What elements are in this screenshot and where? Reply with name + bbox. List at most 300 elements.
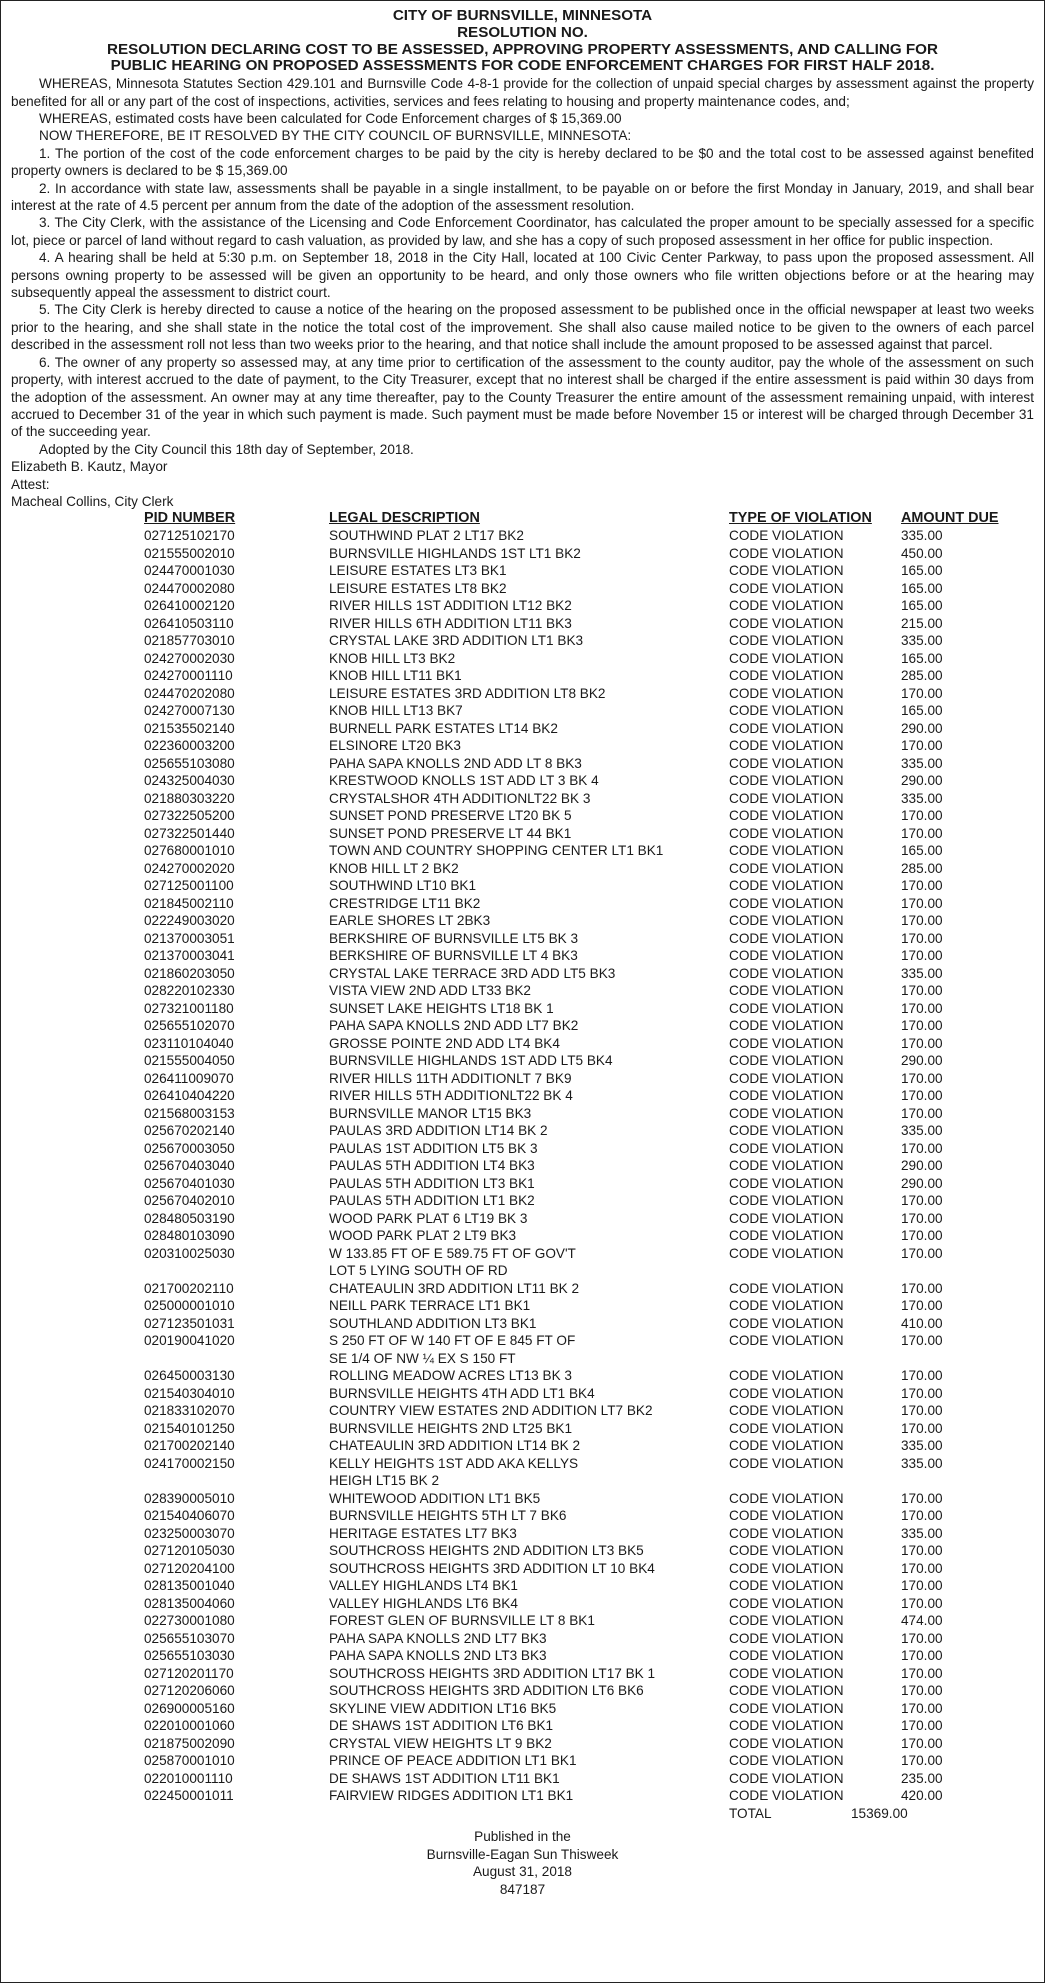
legal-description-cell: KNOB HILL LT11 BK1: [329, 668, 462, 684]
pid-cell: 020190041020: [144, 1333, 235, 1349]
pid-cell: 021860203050: [144, 965, 235, 981]
amount-due-cell: 170.00: [901, 825, 943, 841]
amount-due-cell: 170.00: [901, 1665, 943, 1681]
table-row: [144, 580, 1011, 598]
amount-due-cell: 170.00: [901, 878, 943, 894]
amount-due-cell: 170.00: [901, 1210, 943, 1226]
violation-type-cell: CODE VIOLATION: [729, 983, 844, 999]
legal-description-cell: PAHA SAPA KNOLLS 2ND ADD LT 8 BK3: [329, 755, 582, 771]
violation-type-cell: CODE VIOLATION: [729, 1455, 844, 1471]
legal-description-cell: KNOB HILL LT13 BK7: [329, 703, 463, 719]
publication-date: August 31, 2018: [472, 1864, 572, 1880]
pid-cell: 025670403040: [144, 1158, 235, 1174]
table-row: [144, 947, 1011, 965]
table-row: [144, 860, 1011, 878]
pid-cell: 021555002010: [144, 545, 235, 561]
table-row: [144, 1700, 1011, 1718]
violation-type-cell: CODE VIOLATION: [729, 1210, 844, 1226]
pid-cell: 021370003051: [144, 930, 235, 946]
legal-description-continuation: HEIGH LT15 BK 2: [329, 1473, 440, 1489]
table-row: [144, 1070, 1011, 1088]
amount-due-cell: 335.00: [901, 790, 943, 806]
amount-due-cell: 335.00: [901, 1123, 943, 1139]
table-row: [144, 720, 1011, 738]
legal-description-cell: ELSINORE LT20 BK3: [329, 738, 461, 754]
table-row: [144, 562, 1011, 580]
legal-description-cell: VALLEY HIGHLANDS LT6 BK4: [329, 1595, 518, 1611]
amount-due-cell: 170.00: [901, 1140, 943, 1156]
pid-cell: 021540406070: [144, 1508, 235, 1524]
table-row: [144, 772, 1011, 790]
title-heading-line2: PUBLIC HEARING ON PROPOSED ASSESSMENTS FOR CODE ENFORCEMENT CHARGES FOR FIRST HALF 2018.: [110, 57, 935, 75]
amount-due-cell: 170.00: [901, 948, 943, 964]
violation-type-cell: CODE VIOLATION: [729, 790, 844, 806]
amount-due-cell: 335.00: [901, 1525, 943, 1541]
violation-type-cell: CODE VIOLATION: [729, 545, 844, 561]
pid-cell: 028135004060: [144, 1595, 235, 1611]
violation-type-cell: CODE VIOLATION: [729, 563, 844, 579]
violation-type-cell: CODE VIOLATION: [729, 1035, 844, 1051]
pid-cell: 025670401030: [144, 1175, 235, 1191]
legal-description-cell: PAULAS 3RD ADDITION LT14 BK 2: [329, 1123, 548, 1139]
legal-description-cell: PAULAS 5TH ADDITION LT3 BK1: [329, 1175, 535, 1191]
table-row: [144, 965, 1011, 983]
amount-due-cell: 170.00: [901, 1578, 943, 1594]
amount-due-cell: 170.00: [901, 1700, 943, 1716]
table-row: [144, 895, 1011, 913]
notice-title: [11, 8, 1034, 75]
violation-type-cell: CODE VIOLATION: [729, 948, 844, 964]
amount-due-cell: 290.00: [901, 720, 943, 736]
legal-description-cell: HERITAGE ESTATES LT7 BK3: [329, 1525, 517, 1541]
violation-type-cell: CODE VIOLATION: [729, 1665, 844, 1681]
pid-cell: 024270007130: [144, 703, 235, 719]
table-row: [144, 1315, 1011, 1333]
violation-type-cell: CODE VIOLATION: [729, 1280, 844, 1296]
amount-due-cell: 410.00: [901, 1315, 943, 1331]
pid-cell: 021880303220: [144, 790, 235, 806]
violation-type-cell: CODE VIOLATION: [729, 1368, 844, 1384]
violation-type-cell: CODE VIOLATION: [729, 965, 844, 981]
legal-description-cell: CHATEAULIN 3RD ADDITION LT14 BK 2: [329, 1438, 581, 1454]
pid-cell: 026410404220: [144, 1088, 235, 1104]
table-row: [144, 1525, 1011, 1543]
table-row: [144, 982, 1011, 1000]
violation-type-cell: CODE VIOLATION: [729, 1770, 844, 1786]
header-type-of-violation: TYPE OF VIOLATION: [729, 510, 872, 527]
legal-description-cell: ROLLING MEADOW ACRES LT13 BK 3: [329, 1368, 572, 1384]
legal-description-cell: CRYSTAL VIEW HEIGHTS LT 9 BK2: [329, 1735, 552, 1751]
resolution-item-2: 2. In accordance with state law, assessments shall be payable in a single installment, to be payable on or before the first Monday in January, 2019, and shall bear interest at the rate of 4.5 percent per annum from the date of the adoption of the assessment resolution.: [11, 180, 1034, 214]
violation-type-cell: CODE VIOLATION: [729, 580, 844, 596]
legal-description-cell: SUNSET POND PRESERVE LT20 BK 5: [329, 808, 572, 824]
resolution-item-6: 6. The owner of any property so assessed may, at any time prior to certification of the assessment to the county auditor, pay the whole of the assessment on such property, with interest accrued to the date of payment, to the City Treasurer, except that no interest shall be charged if the entire assessment is paid within 30 days from the adoption of the assessment. An owner may at any time thereafter, pay to the County Treasurer the entire amount of the assessment remaining unpaid, with interest accrued to December 31 of the year in which such payment is made. Such payment must be made before November 15 or interest will be charged through December 31 of the succeeding year.: [11, 354, 1034, 440]
newspaper-name: Burnsville-Eagan Sun Thisweek: [426, 1846, 619, 1862]
table-row: [144, 1017, 1011, 1035]
pid-cell: 021857703010: [144, 633, 235, 649]
legal-description-cell: PAULAS 5TH ADDITION LT1 BK2: [329, 1193, 535, 1209]
legal-description-line: KELLY HEIGHTS 1ST ADD AKA KELLYS: [329, 1455, 579, 1471]
total-label: TOTAL: [729, 1805, 772, 1821]
violation-type-cell: CODE VIOLATION: [729, 1105, 844, 1121]
table-row: [144, 1735, 1011, 1753]
legal-description-cell: BERKSHIRE OF BURNSVILLE LT5 BK 3: [329, 930, 579, 946]
pid-cell: 022249003020: [144, 913, 235, 929]
violation-type-cell: CODE VIOLATION: [729, 825, 844, 841]
pid-cell: 023110104040: [144, 1035, 234, 1051]
pid-cell: 021845002110: [144, 895, 234, 911]
violation-type-cell: CODE VIOLATION: [729, 1648, 844, 1664]
assessment-table: [144, 510, 1011, 1822]
violation-type-cell: CODE VIOLATION: [729, 1245, 844, 1261]
violation-type-cell: CODE VIOLATION: [729, 615, 844, 631]
total-row: [144, 1805, 1011, 1823]
violation-type-cell: CODE VIOLATION: [729, 1000, 844, 1016]
amount-due-cell: 285.00: [901, 668, 943, 684]
legal-description-cell: FOREST GLEN OF BURNSVILLE LT 8 BK1: [329, 1613, 595, 1629]
legal-description-cell: RIVER HILLS 11TH ADDITIONLT 7 BK9: [329, 1070, 572, 1086]
amount-due-cell: 170.00: [901, 1368, 943, 1384]
amount-due-cell: 170.00: [901, 1753, 943, 1769]
legal-description-cell: PAHA SAPA KNOLLS 2ND LT7 BK3: [329, 1630, 547, 1646]
title-heading-line1: RESOLUTION DECLARING COST TO BE ASSESSED, APPROVING PROPERTY ASSESSMENTS, AND CALLING FOR: [107, 40, 938, 58]
table-row: [144, 1332, 1011, 1367]
pid-cell: 027120206060: [144, 1683, 235, 1699]
violation-type-cell: CODE VIOLATION: [729, 1018, 844, 1034]
violation-type-cell: CODE VIOLATION: [729, 1123, 844, 1139]
legal-description-cell: BURNSVILLE MANOR LT15 BK3: [329, 1105, 532, 1121]
pid-cell: 022360003200: [144, 738, 235, 754]
whereas-paragraph-1: WHEREAS, Minnesota Statutes Section 429.101 and Burnsville Code 4-8-1 provide for the collection of unpaid special charges by assessment against the property benefited for all or any part of the cost of inspections, activities, services and fees relating to housing and property maintenance codes, and;: [11, 76, 1034, 109]
amount-due-cell: 170.00: [901, 1595, 943, 1611]
legal-description-cell: BURNELL PARK ESTATES LT14 BK2: [329, 720, 558, 736]
assessment-table-body: [144, 527, 1011, 1805]
amount-due-cell: 170.00: [901, 1193, 943, 1209]
violation-type-cell: CODE VIOLATION: [729, 930, 844, 946]
violation-type-cell: CODE VIOLATION: [729, 1508, 844, 1524]
violation-type-cell: CODE VIOLATION: [729, 1525, 844, 1541]
table-row: [144, 650, 1011, 668]
legal-description-cell: SOUTHCROSS HEIGHTS 3RD ADDITION LT17 BK 1: [329, 1665, 656, 1681]
violation-type-cell: CODE VIOLATION: [729, 1718, 844, 1734]
pid-cell: 026410002120: [144, 598, 235, 614]
legal-description-cell: KNOB HILL LT3 BK2: [329, 650, 456, 666]
table-row: [144, 807, 1011, 825]
legal-description-cell: GROSSE POINTE 2ND ADD LT4 BK4: [329, 1035, 560, 1051]
pid-cell: 021535502140: [144, 720, 235, 736]
table-row: [144, 1402, 1011, 1420]
adopted-line: Adopted by the City Council this 18th day of September, 2018.: [39, 441, 414, 457]
pid-cell: 024470202080: [144, 685, 235, 701]
violation-type-cell: CODE VIOLATION: [729, 1490, 844, 1506]
violation-type-cell: CODE VIOLATION: [729, 1228, 844, 1244]
amount-due-cell: 170.00: [901, 685, 943, 701]
violation-type-cell: CODE VIOLATION: [729, 1788, 844, 1804]
legal-description-line: S 250 FT OF W 140 FT OF E 845 FT OF: [329, 1333, 576, 1349]
violation-type-cell: CODE VIOLATION: [729, 1438, 844, 1454]
table-row: [144, 1647, 1011, 1665]
pid-cell: 027120105030: [144, 1543, 235, 1559]
amount-due-cell: 170.00: [901, 1508, 943, 1524]
header-legal-description: LEGAL DESCRIPTION: [329, 510, 480, 527]
violation-type-cell: CODE VIOLATION: [729, 1088, 844, 1104]
violation-type-cell: CODE VIOLATION: [729, 895, 844, 911]
violation-type-cell: CODE VIOLATION: [729, 1298, 844, 1314]
pid-cell: 027680001010: [144, 843, 235, 859]
amount-due-cell: 170.00: [901, 1735, 943, 1751]
violation-type-cell: CODE VIOLATION: [729, 1158, 844, 1174]
amount-due-cell: 170.00: [901, 1648, 943, 1664]
amount-due-cell: 170.00: [901, 1018, 943, 1034]
legal-description-cell: PRINCE OF PEACE ADDITION LT1 BK1: [329, 1753, 577, 1769]
amount-due-cell: 170.00: [901, 895, 943, 911]
resolution-item-4: 4. A hearing shall be held at 5:30 p.m. on September 18, 2018 in the City Hall, located at 100 Civic Center Parkway, to pass upon the proposed assessment. All persons owning property to be assessed will be given an opportunity to be heard, and only those owners who file written objections before or at the hearing may subsequently appeal the assessment to district court.: [11, 250, 1034, 301]
pid-cell: 024270002020: [144, 860, 235, 876]
amount-due-cell: 290.00: [901, 1158, 943, 1174]
legal-description-cell: LEISURE ESTATES LT3 BK1: [329, 563, 507, 579]
whereas-paragraph-2: WHEREAS, estimated costs have been calculated for Code Enforcement charges of $ 15,369.00: [39, 111, 622, 126]
pid-cell: 022010001110: [144, 1770, 233, 1786]
amount-due-cell: 165.00: [901, 843, 943, 859]
legal-description-continuation: LOT 5 LYING SOUTH OF RD: [329, 1263, 508, 1279]
amount-due-cell: 170.00: [901, 1070, 943, 1086]
violation-type-cell: CODE VIOLATION: [729, 1700, 844, 1716]
resolution-item-3: 3. The City Clerk, with the assistance of the Licensing and Code Enforcement Coordinator, has calculated the proper amount to be specially assessed for a specific lot, piece or parcel of land without regard to cash valuation, as provided by law, and she has a copy of such proposed assessment in her office for public inspection.: [11, 215, 1034, 248]
amount-due-cell: 165.00: [901, 703, 943, 719]
pid-cell: 024325004030: [144, 773, 235, 789]
violation-type-cell: CODE VIOLATION: [729, 1385, 844, 1401]
amount-due-cell: 170.00: [901, 1420, 943, 1436]
legal-description-cell: KRESTWOOD KNOLLS 1ST ADD LT 3 BK 4: [329, 773, 599, 789]
table-row: [144, 825, 1011, 843]
pid-cell: 021568003153: [144, 1105, 235, 1121]
legal-description-cell: RIVER HILLS 5TH ADDITIONLT22 BK 4: [329, 1088, 573, 1104]
table-row: [144, 1140, 1011, 1158]
pid-cell: 026450003130: [144, 1368, 235, 1384]
pid-cell: 025670003050: [144, 1140, 235, 1156]
legal-description-cell: CRYSTALSHOR 4TH ADDITIONLT22 BK 3: [329, 790, 591, 806]
amount-due-cell: 170.00: [901, 1630, 943, 1646]
amount-due-cell: 170.00: [901, 1683, 943, 1699]
table-row: [144, 790, 1011, 808]
notice-number: 847187: [499, 1881, 546, 1897]
violation-type-cell: CODE VIOLATION: [729, 1683, 844, 1699]
amount-due-cell: 170.00: [901, 913, 943, 929]
amount-due-cell: 170.00: [901, 1228, 943, 1244]
table-row: [144, 1210, 1011, 1228]
table-row: [144, 1752, 1011, 1770]
table-row: [144, 1297, 1011, 1315]
table-row: [144, 545, 1011, 563]
legal-description-cell: COUNTRY VIEW ESTATES 2ND ADDITION LT7 BK2: [329, 1403, 653, 1419]
pid-cell: 027322501440: [144, 825, 235, 841]
publication-footer: [11, 1828, 1034, 1898]
amount-due-cell: 335.00: [901, 965, 943, 981]
pid-cell: 021555004050: [144, 1053, 235, 1069]
legal-description-cell: PAULAS 1ST ADDITION LT5 BK 3: [329, 1140, 538, 1156]
title-city: CITY OF BURNSVILLE, MINNESOTA: [392, 7, 653, 24]
legal-description-cell: SUNSET LAKE HEIGHTS LT18 BK 1: [329, 1000, 554, 1016]
resolution-item-1: 1. The portion of the cost of the code enforcement charges to be paid by the city is hereby declared to be $0 and the total cost to be assessed against benefited property owners is declared to be $ 15,369.00: [11, 145, 1034, 179]
table-row: [144, 1455, 1011, 1490]
clerk-signature: Macheal Collins, City Clerk: [11, 493, 174, 509]
mayor-signature: Elizabeth B. Kautz, Mayor: [11, 459, 168, 475]
amount-due-cell: 290.00: [901, 1053, 943, 1069]
pid-cell: 028220102330: [144, 983, 235, 999]
pid-cell: 023250003070: [144, 1525, 235, 1541]
legal-description-cell: NEILL PARK TERRACE LT1 BK1: [329, 1298, 531, 1314]
table-row: [144, 1052, 1011, 1070]
pid-cell: 025655103080: [144, 755, 235, 771]
header-amount-due: AMOUNT DUE: [901, 510, 999, 527]
violation-type-cell: CODE VIOLATION: [729, 668, 844, 684]
legal-description-cell: [329, 1245, 729, 1280]
table-header-row: [144, 510, 1011, 527]
pid-cell: 026900005160: [144, 1700, 235, 1716]
pid-cell: 021540101250: [144, 1420, 235, 1436]
table-row: [144, 1245, 1011, 1280]
published-in-line: Published in the: [474, 1829, 571, 1845]
violation-type-cell: CODE VIOLATION: [729, 1315, 844, 1331]
pid-cell: 028480503190: [144, 1210, 235, 1226]
pid-cell: 027321001180: [144, 1000, 234, 1016]
table-row: [144, 632, 1011, 650]
legal-description-cell: PAHA SAPA KNOLLS 2ND LT3 BK3: [329, 1648, 547, 1664]
legal-description-cell: SOUTHLAND ADDITION LT3 BK1: [329, 1315, 537, 1331]
table-row: [144, 1175, 1011, 1193]
violation-type-cell: CODE VIOLATION: [729, 720, 844, 736]
table-row: [144, 1560, 1011, 1578]
amount-due-cell: 170.00: [901, 1333, 943, 1349]
legal-description-cell: DE SHAWS 1ST ADDITION LT11 BK1: [329, 1770, 560, 1786]
pid-cell: 022730001080: [144, 1613, 235, 1629]
table-row: [144, 1367, 1011, 1385]
legal-description-cell: SOUTHCROSS HEIGHTS 3RD ADDITION LT6 BK6: [329, 1683, 644, 1699]
legal-description-cell: [329, 1455, 729, 1490]
amount-due-cell: 170.00: [901, 1088, 943, 1104]
violation-type-cell: CODE VIOLATION: [729, 1735, 844, 1751]
table-row: [144, 877, 1011, 895]
legal-description-continuation: SE 1/4 OF NW ¼ EX S 150 FT: [329, 1350, 516, 1366]
amount-due-cell: 170.00: [901, 1385, 943, 1401]
violation-type-cell: CODE VIOLATION: [729, 685, 844, 701]
legal-description-cell: PAULAS 5TH ADDITION LT4 BK3: [329, 1158, 535, 1174]
amount-due-cell: 170.00: [901, 738, 943, 754]
pid-cell: 026411009070: [144, 1070, 234, 1086]
legal-description-cell: KNOB HILL LT 2 BK2: [329, 860, 459, 876]
pid-cell: 021833102070: [144, 1403, 235, 1419]
violation-type-cell: CODE VIOLATION: [729, 860, 844, 876]
violation-type-cell: CODE VIOLATION: [729, 1560, 844, 1576]
legal-description-cell: SOUTHCROSS HEIGHTS 3RD ADDITION LT 10 BK4: [329, 1560, 655, 1576]
pid-cell: 021540304010: [144, 1385, 235, 1401]
violation-type-cell: CODE VIOLATION: [729, 1420, 844, 1436]
pid-cell: 020310025030: [144, 1245, 235, 1261]
pid-cell: 027322505200: [144, 808, 235, 824]
table-row: [144, 1630, 1011, 1648]
amount-due-cell: 165.00: [901, 598, 943, 614]
violation-type-cell: CODE VIOLATION: [729, 913, 844, 929]
pid-cell: 025655102070: [144, 1018, 235, 1034]
violation-type-cell: CODE VIOLATION: [729, 843, 844, 859]
amount-due-cell: 170.00: [901, 1105, 943, 1121]
legal-description-cell: CHATEAULIN 3RD ADDITION LT11 BK 2: [329, 1280, 580, 1296]
table-row: [144, 1280, 1011, 1298]
legal-description-cell: RIVER HILLS 6TH ADDITION LT11 BK3: [329, 615, 572, 631]
legal-description-cell: CRESTRIDGE LT11 BK2: [329, 895, 481, 911]
violation-type-cell: CODE VIOLATION: [729, 1595, 844, 1611]
resolved-paragraph: NOW THEREFORE, BE IT RESOLVED BY THE CITY COUNCIL OF BURNSVILLE, MINNESOTA:: [39, 128, 632, 144]
amount-due-cell: 165.00: [901, 580, 943, 596]
legal-description-cell: SOUTHWIND PLAT 2 LT17 BK2: [329, 528, 524, 544]
violation-type-cell: CODE VIOLATION: [729, 598, 844, 614]
pid-cell: 025655103070: [144, 1630, 235, 1646]
table-row: [144, 1385, 1011, 1403]
violation-type-cell: CODE VIOLATION: [729, 650, 844, 666]
legal-description-cell: [329, 1332, 729, 1367]
table-row: [144, 1122, 1011, 1140]
pid-cell: 027125001100: [144, 878, 234, 894]
pid-cell: 025870001010: [144, 1753, 235, 1769]
table-row: [144, 1682, 1011, 1700]
legal-description-cell: WOOD PARK PLAT 2 LT9 BK3: [329, 1228, 517, 1244]
legal-description-cell: LEISURE ESTATES LT8 BK2: [329, 580, 507, 596]
pid-cell: 028480103090: [144, 1228, 235, 1244]
amount-due-cell: 290.00: [901, 1175, 943, 1191]
table-row: [144, 1577, 1011, 1595]
pid-cell: 027123501031: [144, 1315, 235, 1331]
violation-type-cell: CODE VIOLATION: [729, 1630, 844, 1646]
amount-due-cell: 420.00: [901, 1788, 943, 1804]
table-row: [144, 1192, 1011, 1210]
violation-type-cell: CODE VIOLATION: [729, 1543, 844, 1559]
violation-type-cell: CODE VIOLATION: [729, 1175, 844, 1191]
table-row: [144, 1420, 1011, 1438]
legal-description-cell: TOWN AND COUNTRY SHOPPING CENTER LT1 BK1: [329, 843, 664, 859]
violation-type-cell: CODE VIOLATION: [729, 1070, 844, 1086]
pid-cell: 022450001011: [144, 1788, 234, 1804]
pid-cell: 025000001010: [144, 1298, 235, 1314]
pid-cell: 021700202110: [144, 1280, 234, 1296]
table-row: [144, 1717, 1011, 1735]
table-row: [144, 597, 1011, 615]
pid-cell: 024270002030: [144, 650, 235, 666]
title-resolution-no: RESOLUTION NO.: [457, 23, 588, 41]
header-pid-number: PID NUMBER: [144, 510, 236, 527]
pid-cell: 028135001040: [144, 1578, 235, 1594]
amount-due-cell: 285.00: [901, 860, 943, 876]
legal-description-cell: DE SHAWS 1ST ADDITION LT6 BK1: [329, 1718, 554, 1734]
legal-description-line: W 133.85 FT OF E 589.75 FT OF GOV'T: [329, 1245, 576, 1261]
pid-cell: 028390005010: [144, 1490, 235, 1506]
violation-type-cell: CODE VIOLATION: [729, 528, 844, 544]
table-row: [144, 702, 1011, 720]
legal-description-cell: BURNSVILLE HIGHLANDS 1ST LT1 BK2: [329, 545, 581, 561]
amount-due-cell: 170.00: [901, 930, 943, 946]
amount-due-cell: 170.00: [901, 983, 943, 999]
amount-due-cell: 165.00: [901, 650, 943, 666]
legal-description-cell: VALLEY HIGHLANDS LT4 BK1: [329, 1578, 518, 1594]
legal-description-cell: CRYSTAL LAKE 3RD ADDITION LT1 BK3: [329, 633, 584, 649]
pid-cell: 024270001110: [144, 668, 233, 684]
violation-type-cell: CODE VIOLATION: [729, 755, 844, 771]
table-row: [144, 737, 1011, 755]
legal-description-cell: CRYSTAL LAKE TERRACE 3RD ADD LT5 BK3: [329, 965, 616, 981]
violation-type-cell: CODE VIOLATION: [729, 1333, 844, 1349]
amount-due-cell: 165.00: [901, 563, 943, 579]
table-row: [144, 1542, 1011, 1560]
violation-type-cell: CODE VIOLATION: [729, 1053, 844, 1069]
